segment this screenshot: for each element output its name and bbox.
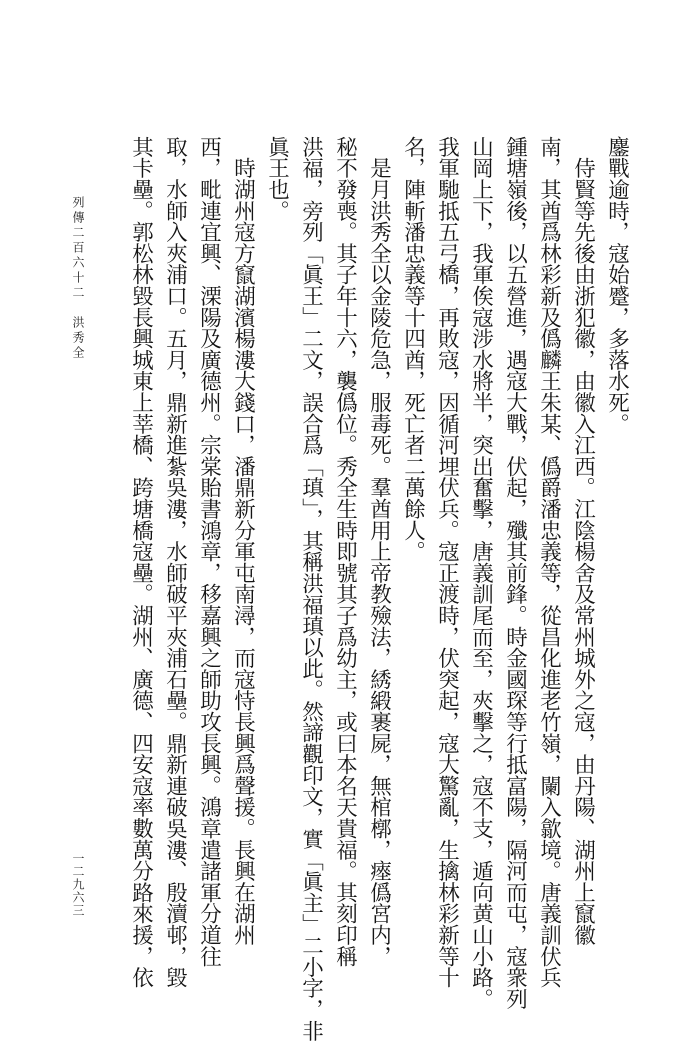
text-column: 取，水師入夾浦口。五月，鼎新進紮吳漊，水師破平夾浦石壘。鼎新連破吳漊、殷瀆邨，毀 <box>162 136 188 989</box>
text-column: 洪福，旁列「眞王」二文，誤合爲「瑱」，其稱洪福瑱以此。然諦觀印文，實「眞主」二小字，非 <box>298 136 324 1041</box>
text-column: 侍賢等先後由浙犯徽，由徽入江西。江陰楊舍及常州城外之寇，由丹陽、湖州上竄徽 <box>570 136 596 946</box>
text-column: 鍾塘嶺後，以五營進，遇寇大戰，伏起，殲其前鋒。時金國琛等行抵富陽，隔河而屯，寇衆列 <box>502 136 528 1010</box>
text-column: 是月洪秀全以金陵危急，服毒死。羣酋用上帝教殮法，綉緞裹屍，無棺槨，瘞僞宮内， <box>366 136 392 967</box>
page-number: 一二九六三 <box>71 852 85 917</box>
text-column: 南，其酋爲林彩新及僞麟王朱某、僞爵潘忠義等，從昌化進老竹嶺，闌入歙境。唐義訓伏兵 <box>536 136 562 989</box>
text-column: 山岡上下，我軍俟寇涉水將半，突出奮擊，唐義訓尾而至，夾擊之，寇不支，遁向黄山小路。 <box>468 136 494 1010</box>
text-column: 秘不發喪。其子年十六，襲僞位。秀全生時即號其子爲幼主，或曰本名天貴福。其刻印稱 <box>332 136 358 967</box>
text-column: 其卡壘。郭松林毀長興城東上莘橋、跨塘橋寇壘。湖州、廣德、四安寇率數萬分路來援，依 <box>128 136 154 989</box>
text-column: 鏖戰逾時，寇始蹙，多落水死。 <box>604 136 630 435</box>
text-column: 名，陣斬潘忠義等十四酋，死亡者二萬餘人。 <box>400 136 426 563</box>
text-column: 西，毗連宜興、溧陽及廣德州。宗棠貽書鴻章，移嘉興之師助攻長興。鴻章遣諸軍分道往 <box>196 136 222 967</box>
text-column: 我軍馳抵五弓橋，再敗寇，因循河埋伏兵。寇正渡時，伏突起，寇大驚亂，生擒林彩新等十 <box>434 136 460 989</box>
text-column: 時湖州寇方竄湖濱楊漊大錢口，潘鼎新分軍屯南潯，而寇恃長興爲聲援。長興在湖州 <box>230 136 256 946</box>
text-column: 眞王也。 <box>264 136 290 222</box>
running-head: 列傳二百六十二 洪秀全 <box>71 196 85 361</box>
